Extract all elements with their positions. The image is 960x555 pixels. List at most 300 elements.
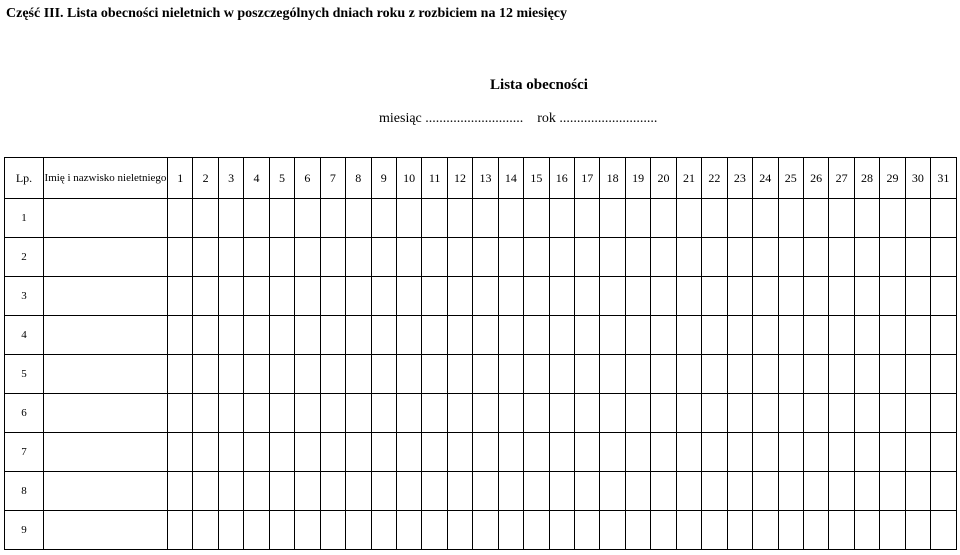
day-cell [753, 472, 778, 511]
day-cell [625, 277, 650, 316]
day-cell [295, 472, 320, 511]
day-cell [854, 238, 879, 277]
table-row [5, 199, 957, 238]
day-cell [346, 433, 371, 472]
day-cell [625, 199, 650, 238]
day-cell [168, 199, 193, 238]
day-cell [600, 199, 625, 238]
day-cell [753, 511, 778, 550]
table-row [5, 433, 957, 472]
header-day-13: 13 [473, 158, 498, 199]
day-cell [396, 394, 421, 433]
day-cell [396, 199, 421, 238]
day-cell [549, 277, 574, 316]
day-cell [803, 238, 828, 277]
day-cell [600, 238, 625, 277]
day-cell [320, 355, 345, 394]
day-cell [346, 394, 371, 433]
day-cell [244, 316, 269, 355]
header-day-17: 17 [575, 158, 600, 199]
day-cell [244, 355, 269, 394]
header-day-3: 3 [218, 158, 243, 199]
day-cell [524, 316, 549, 355]
day-cell [702, 277, 727, 316]
day-cell [880, 277, 905, 316]
day-cell [371, 511, 396, 550]
day-cell [880, 238, 905, 277]
day-cell [422, 355, 447, 394]
day-cell [880, 355, 905, 394]
day-cell [473, 433, 498, 472]
day-cell [651, 316, 676, 355]
day-cell [168, 433, 193, 472]
day-cell [829, 238, 854, 277]
day-cell [295, 394, 320, 433]
day-cell [575, 511, 600, 550]
day-cell [269, 199, 294, 238]
day-cell [727, 472, 752, 511]
header-day-8: 8 [346, 158, 371, 199]
day-cell [880, 394, 905, 433]
day-cell [244, 199, 269, 238]
day-cell [320, 277, 345, 316]
day-cell [168, 472, 193, 511]
day-cell [803, 355, 828, 394]
day-cell [625, 433, 650, 472]
day-cell [295, 238, 320, 277]
day-cell [295, 355, 320, 394]
day-cell [524, 394, 549, 433]
day-cell [218, 472, 243, 511]
row-number: 2 [5, 238, 44, 277]
day-cell [168, 511, 193, 550]
name-cell [44, 433, 168, 472]
header-day-27: 27 [829, 158, 854, 199]
header-lp: Lp. [5, 158, 44, 199]
day-cell [600, 355, 625, 394]
name-cell [44, 316, 168, 355]
day-cell [753, 238, 778, 277]
day-cell [549, 433, 574, 472]
day-cell [320, 238, 345, 277]
day-cell [854, 433, 879, 472]
day-cell [244, 472, 269, 511]
day-cell [676, 433, 701, 472]
day-cell [269, 511, 294, 550]
day-cell [295, 199, 320, 238]
day-cell [498, 277, 523, 316]
day-cell [498, 316, 523, 355]
day-cell [193, 511, 218, 550]
table-row [5, 238, 957, 277]
day-cell [575, 433, 600, 472]
day-cell [295, 433, 320, 472]
day-cell [702, 394, 727, 433]
day-cell [269, 472, 294, 511]
day-cell [371, 277, 396, 316]
day-cell [880, 433, 905, 472]
day-cell [803, 277, 828, 316]
header-day-7: 7 [320, 158, 345, 199]
day-cell [753, 316, 778, 355]
day-cell [168, 238, 193, 277]
day-cell [931, 277, 956, 316]
day-cell [396, 433, 421, 472]
day-cell [778, 394, 803, 433]
day-cell [269, 433, 294, 472]
day-cell [346, 277, 371, 316]
name-cell [44, 355, 168, 394]
header-day-31: 31 [931, 158, 956, 199]
day-cell [320, 511, 345, 550]
day-cell [168, 394, 193, 433]
name-cell [44, 238, 168, 277]
day-cell [371, 316, 396, 355]
day-cell [651, 199, 676, 238]
day-cell [447, 277, 472, 316]
header-day-29: 29 [880, 158, 905, 199]
day-cell [702, 433, 727, 472]
day-cell [676, 199, 701, 238]
day-cell [575, 394, 600, 433]
day-cell [931, 433, 956, 472]
day-cell [651, 394, 676, 433]
day-cell [854, 277, 879, 316]
row-number: 3 [5, 277, 44, 316]
day-cell [702, 511, 727, 550]
day-cell [524, 355, 549, 394]
day-cell [422, 511, 447, 550]
day-cell [727, 316, 752, 355]
header-day-4: 4 [244, 158, 269, 199]
day-cell [931, 394, 956, 433]
day-cell [651, 472, 676, 511]
header-day-12: 12 [447, 158, 472, 199]
day-cell [600, 316, 625, 355]
day-cell [371, 199, 396, 238]
day-cell [193, 277, 218, 316]
day-cell [778, 199, 803, 238]
day-cell [829, 355, 854, 394]
day-cell [778, 433, 803, 472]
row-number: 5 [5, 355, 44, 394]
day-cell [625, 472, 650, 511]
day-cell [193, 199, 218, 238]
day-cell [931, 355, 956, 394]
day-cell [218, 277, 243, 316]
day-cell [753, 199, 778, 238]
day-cell [905, 355, 930, 394]
day-cell [524, 238, 549, 277]
header-day-5: 5 [269, 158, 294, 199]
day-cell [575, 472, 600, 511]
day-cell [193, 355, 218, 394]
day-cell [803, 394, 828, 433]
day-cell [396, 472, 421, 511]
day-cell [778, 355, 803, 394]
day-cell [778, 277, 803, 316]
day-cell [218, 238, 243, 277]
day-cell [905, 277, 930, 316]
day-cell [447, 433, 472, 472]
day-cell [447, 472, 472, 511]
day-cell [447, 316, 472, 355]
day-cell [371, 355, 396, 394]
day-cell [905, 511, 930, 550]
day-cell [549, 316, 574, 355]
day-cell [651, 433, 676, 472]
day-cell [396, 277, 421, 316]
day-cell [676, 394, 701, 433]
row-number: 9 [5, 511, 44, 550]
day-cell [193, 433, 218, 472]
day-cell [447, 511, 472, 550]
day-cell [778, 472, 803, 511]
day-cell [218, 394, 243, 433]
day-cell [829, 433, 854, 472]
header-day-30: 30 [905, 158, 930, 199]
row-number: 1 [5, 199, 44, 238]
day-cell [575, 199, 600, 238]
day-cell [727, 238, 752, 277]
day-cell [524, 472, 549, 511]
attendance-table [4, 157, 957, 550]
day-cell [931, 472, 956, 511]
day-cell [422, 238, 447, 277]
day-cell [600, 277, 625, 316]
day-cell [931, 511, 956, 550]
day-cell [549, 199, 574, 238]
header-day-9: 9 [371, 158, 396, 199]
row-number: 8 [5, 472, 44, 511]
day-cell [575, 316, 600, 355]
day-cell [600, 394, 625, 433]
day-cell [346, 238, 371, 277]
header-day-24: 24 [753, 158, 778, 199]
day-cell [473, 238, 498, 277]
day-cell [803, 316, 828, 355]
day-cell [854, 199, 879, 238]
day-cell [168, 355, 193, 394]
day-cell [447, 355, 472, 394]
header-day-22: 22 [702, 158, 727, 199]
day-cell [193, 316, 218, 355]
day-cell [168, 277, 193, 316]
day-cell [422, 433, 447, 472]
day-cell [931, 199, 956, 238]
day-cell [753, 433, 778, 472]
day-cell [727, 394, 752, 433]
day-cell [651, 238, 676, 277]
day-cell [549, 238, 574, 277]
day-cell [244, 277, 269, 316]
day-cell [854, 472, 879, 511]
day-cell [727, 433, 752, 472]
day-cell [396, 355, 421, 394]
day-cell [905, 472, 930, 511]
header-day-11: 11 [422, 158, 447, 199]
day-cell [447, 238, 472, 277]
name-cell [44, 199, 168, 238]
day-cell [295, 316, 320, 355]
header-day-28: 28 [854, 158, 879, 199]
day-cell [218, 511, 243, 550]
day-cell [193, 394, 218, 433]
header-day-6: 6 [295, 158, 320, 199]
year-label: rok ............................ [537, 111, 658, 126]
day-cell [702, 316, 727, 355]
day-cell [498, 433, 523, 472]
header-day-18: 18 [600, 158, 625, 199]
day-cell [575, 277, 600, 316]
day-cell [753, 355, 778, 394]
day-cell [218, 433, 243, 472]
day-cell [625, 394, 650, 433]
period-line [379, 111, 657, 127]
day-cell [320, 316, 345, 355]
header-day-26: 26 [803, 158, 828, 199]
day-cell [905, 394, 930, 433]
day-cell [193, 238, 218, 277]
day-cell [702, 238, 727, 277]
day-cell [498, 511, 523, 550]
day-cell [473, 316, 498, 355]
day-cell [295, 511, 320, 550]
day-cell [676, 316, 701, 355]
day-cell [803, 433, 828, 472]
day-cell [422, 199, 447, 238]
day-cell [269, 355, 294, 394]
day-cell [473, 355, 498, 394]
day-cell [625, 238, 650, 277]
day-cell [447, 394, 472, 433]
name-cell [44, 394, 168, 433]
day-cell [803, 472, 828, 511]
day-cell [498, 199, 523, 238]
day-cell [498, 472, 523, 511]
day-cell [396, 511, 421, 550]
day-cell [803, 511, 828, 550]
day-cell [803, 199, 828, 238]
header-day-1: 1 [168, 158, 193, 199]
day-cell [218, 355, 243, 394]
day-cell [498, 238, 523, 277]
section-title: Część III. Lista obecności nieletnich w poszczególnych dniach roku z rozbiciem na 12 miesięcy [6, 6, 567, 21]
header-day-15: 15 [524, 158, 549, 199]
day-cell [829, 277, 854, 316]
day-cell [498, 394, 523, 433]
header-day-19: 19 [625, 158, 650, 199]
day-cell [524, 511, 549, 550]
row-number: 6 [5, 394, 44, 433]
name-cell [44, 277, 168, 316]
day-cell [422, 394, 447, 433]
day-cell [346, 472, 371, 511]
day-cell [905, 433, 930, 472]
day-cell [549, 472, 574, 511]
day-cell [295, 277, 320, 316]
day-cell [244, 238, 269, 277]
table-row [5, 277, 957, 316]
day-cell [905, 199, 930, 238]
day-cell [269, 277, 294, 316]
day-cell [931, 238, 956, 277]
day-cell [676, 355, 701, 394]
day-cell [244, 394, 269, 433]
day-cell [753, 394, 778, 433]
day-cell [676, 472, 701, 511]
day-cell [702, 199, 727, 238]
day-cell [600, 472, 625, 511]
day-cell [218, 199, 243, 238]
day-cell [473, 199, 498, 238]
day-cell [346, 355, 371, 394]
day-cell [829, 199, 854, 238]
day-cell [880, 316, 905, 355]
day-cell [778, 238, 803, 277]
day-cell [422, 472, 447, 511]
day-cell [854, 511, 879, 550]
day-cell [371, 433, 396, 472]
day-cell [168, 316, 193, 355]
day-cell [244, 511, 269, 550]
table-row [5, 472, 957, 511]
day-cell [269, 316, 294, 355]
day-cell [549, 511, 574, 550]
day-cell [371, 472, 396, 511]
day-cell [473, 277, 498, 316]
day-cell [549, 355, 574, 394]
day-cell [829, 472, 854, 511]
day-cell [651, 355, 676, 394]
day-cell [524, 433, 549, 472]
day-cell [346, 511, 371, 550]
header-name: Imię i nazwisko nieletniego [44, 158, 168, 199]
day-cell [396, 238, 421, 277]
day-cell [676, 277, 701, 316]
day-cell [320, 199, 345, 238]
day-cell [269, 394, 294, 433]
day-cell [829, 316, 854, 355]
day-cell [931, 316, 956, 355]
header-day-23: 23 [727, 158, 752, 199]
day-cell [778, 511, 803, 550]
header-day-10: 10 [396, 158, 421, 199]
header-day-20: 20 [651, 158, 676, 199]
day-cell [498, 355, 523, 394]
header-day-25: 25 [778, 158, 803, 199]
day-cell [625, 355, 650, 394]
day-cell [346, 316, 371, 355]
table-row [5, 394, 957, 433]
day-cell [702, 355, 727, 394]
day-cell [422, 277, 447, 316]
day-cell [549, 394, 574, 433]
day-cell [320, 433, 345, 472]
day-cell [625, 316, 650, 355]
day-cell [575, 355, 600, 394]
day-cell [702, 472, 727, 511]
day-cell [269, 238, 294, 277]
day-cell [600, 511, 625, 550]
header-day-14: 14 [498, 158, 523, 199]
table-row [5, 316, 957, 355]
month-label: miesiąc ............................ [379, 111, 524, 126]
day-cell [396, 316, 421, 355]
name-cell [44, 511, 168, 550]
day-cell [880, 511, 905, 550]
day-cell [447, 199, 472, 238]
